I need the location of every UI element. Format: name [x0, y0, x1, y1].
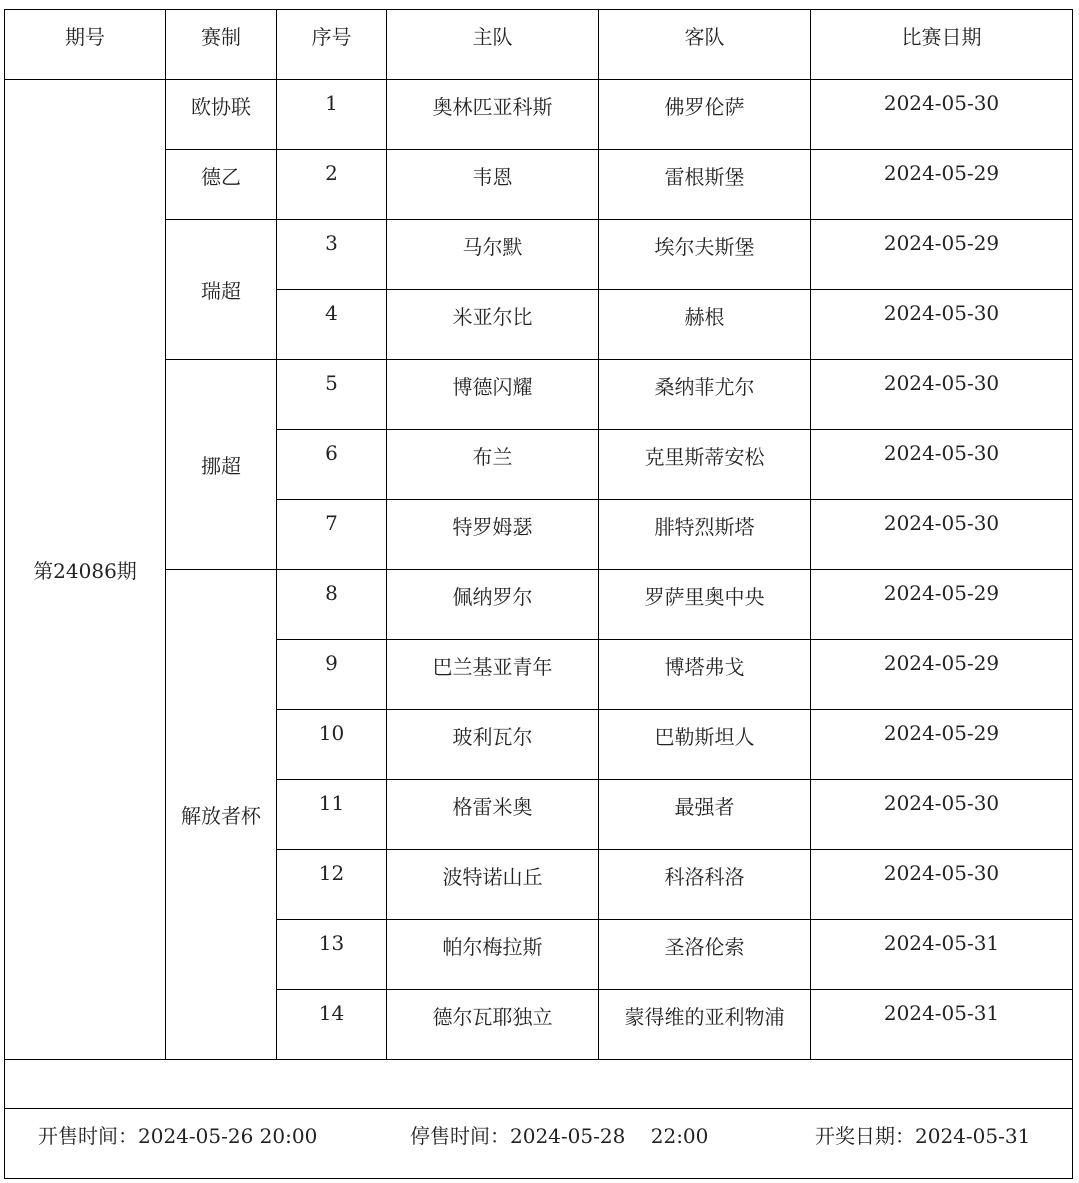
home-team-cell: 格雷米奥 [387, 780, 599, 850]
seq-cell: 2 [277, 150, 387, 220]
home-team-cell: 玻利瓦尔 [387, 710, 599, 780]
away-team-cell: 埃尔夫斯堡 [599, 220, 811, 290]
away-team-cell: 最强者 [599, 780, 811, 850]
seq-cell: 13 [277, 920, 387, 990]
header-period: 期号 [5, 10, 166, 80]
table-row [5, 220, 1073, 290]
home-team-cell: 特罗姆瑟 [387, 500, 599, 570]
match-date-cell: 2024-05-30 [811, 780, 1073, 850]
match-date-cell: 2024-05-30 [811, 430, 1073, 500]
table-row [5, 150, 1073, 220]
seq-cell: 11 [277, 780, 387, 850]
seq-cell: 9 [277, 640, 387, 710]
match-date-cell: 2024-05-29 [811, 570, 1073, 640]
away-team-cell: 巴勒斯坦人 [599, 710, 811, 780]
table-row [5, 360, 1073, 430]
seq-cell: 6 [277, 430, 387, 500]
sale-close-time: 停售时间：2024-05-28 22:00 [410, 1124, 709, 1148]
away-team-cell: 桑纳菲尤尔 [599, 360, 811, 430]
table-row [5, 570, 1073, 640]
match-date-cell: 2024-05-29 [811, 220, 1073, 290]
home-team-cell: 德尔瓦耶独立 [387, 990, 599, 1060]
header-row [5, 10, 1073, 80]
header-seq: 序号 [277, 10, 387, 80]
away-team-cell: 雷根斯堡 [599, 150, 811, 220]
match-date-cell: 2024-05-29 [811, 640, 1073, 710]
seq-cell: 5 [277, 360, 387, 430]
footer-row [5, 1109, 1073, 1179]
match-date-cell: 2024-05-30 [811, 80, 1073, 150]
home-team-cell: 博德闪耀 [387, 360, 599, 430]
away-team-cell: 佛罗伦萨 [599, 80, 811, 150]
home-team-cell: 奥林匹亚科斯 [387, 80, 599, 150]
away-team-cell: 圣洛伦索 [599, 920, 811, 990]
seq-cell: 3 [277, 220, 387, 290]
match-date-cell: 2024-05-31 [811, 990, 1073, 1060]
away-team-cell: 腓特烈斯塔 [599, 500, 811, 570]
sale-info-line [5, 1120, 1072, 1146]
header-competition: 赛制 [166, 10, 277, 80]
competition-cell: 德乙 [166, 150, 277, 220]
seq-cell: 10 [277, 710, 387, 780]
sale-open-time: 开售时间：2024-05-26 20:00 [38, 1124, 318, 1148]
header-home: 主队 [387, 10, 599, 80]
home-team-cell: 帕尔梅拉斯 [387, 920, 599, 990]
home-team-cell: 马尔默 [387, 220, 599, 290]
home-team-cell: 波特诺山丘 [387, 850, 599, 920]
away-team-cell: 科洛科洛 [599, 850, 811, 920]
header-date: 比赛日期 [811, 10, 1073, 80]
match-date-cell: 2024-05-30 [811, 850, 1073, 920]
match-schedule-table [4, 9, 1073, 1179]
seq-cell: 4 [277, 290, 387, 360]
seq-cell: 7 [277, 500, 387, 570]
blank-row [5, 1060, 1073, 1109]
seq-cell: 12 [277, 850, 387, 920]
match-date-cell: 2024-05-30 [811, 360, 1073, 430]
home-team-cell: 巴兰基亚青年 [387, 640, 599, 710]
home-team-cell: 米亚尔比 [387, 290, 599, 360]
header-away: 客队 [599, 10, 811, 80]
draw-date: 开奖日期：2024-05-31 [815, 1124, 1031, 1148]
period-cell: 第24086期 [5, 80, 166, 1060]
competition-cell: 解放者杯 [166, 570, 277, 1060]
match-date-cell: 2024-05-31 [811, 920, 1073, 990]
seq-cell: 8 [277, 570, 387, 640]
away-team-cell: 蒙得维的亚利物浦 [599, 990, 811, 1060]
seq-cell: 14 [277, 990, 387, 1060]
footer-cell [5, 1109, 1073, 1179]
match-date-cell: 2024-05-29 [811, 150, 1073, 220]
away-team-cell: 罗萨里奥中央 [599, 570, 811, 640]
home-team-cell: 韦恩 [387, 150, 599, 220]
seq-cell: 1 [277, 80, 387, 150]
table-row [5, 80, 1073, 150]
match-date-cell: 2024-05-29 [811, 710, 1073, 780]
match-date-cell: 2024-05-30 [811, 500, 1073, 570]
competition-cell: 挪超 [166, 360, 277, 570]
home-team-cell: 佩纳罗尔 [387, 570, 599, 640]
away-team-cell: 博塔弗戈 [599, 640, 811, 710]
match-date-cell: 2024-05-30 [811, 290, 1073, 360]
competition-cell: 欧协联 [166, 80, 277, 150]
blank-cell [5, 1060, 1073, 1109]
competition-cell: 瑞超 [166, 220, 277, 360]
away-team-cell: 克里斯蒂安松 [599, 430, 811, 500]
away-team-cell: 赫根 [599, 290, 811, 360]
home-team-cell: 布兰 [387, 430, 599, 500]
